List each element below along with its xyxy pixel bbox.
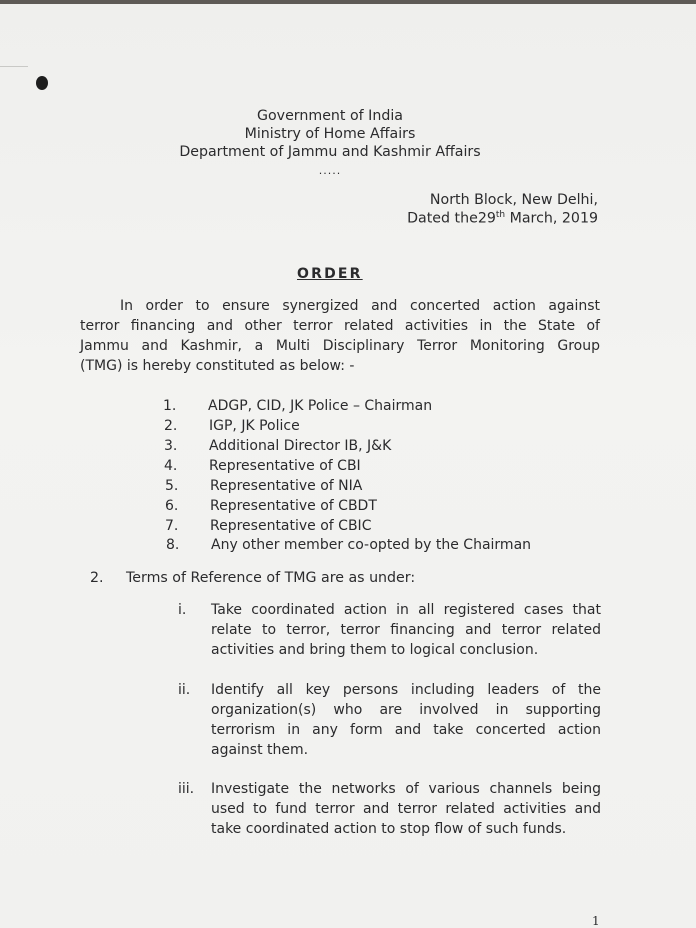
member-text: Any other member co-opted by the Chairman (211, 537, 532, 553)
term-line: used to fund terror and terror related activities and (211, 801, 601, 817)
header-government: Government of India (257, 108, 403, 124)
term-body (211, 600, 601, 660)
term-line: against them. (211, 742, 309, 758)
member-text: Representative of CBI (209, 458, 361, 474)
member-text: ADGP, CID, JK Police – Chairman (208, 398, 433, 414)
header-department: Department of Jammu and Kashmir Affairs (179, 144, 481, 160)
page-number: 1 (592, 914, 600, 928)
intro-line: (TMG) is hereby constituted as below: - (80, 358, 355, 374)
punch-hole (36, 76, 48, 90)
intro-line: Jammu and Kashmir, a Multi Disciplinary Terror Monitoring Group (80, 338, 600, 354)
member-text: Representative of NIA (210, 478, 363, 494)
member-text: Additional Director IB, J&K (209, 438, 392, 454)
term-body (211, 680, 601, 760)
member-number: 1. (163, 398, 177, 414)
section-number: 2. (90, 570, 104, 586)
term-item (178, 779, 608, 841)
member-number: 7. (165, 518, 179, 534)
term-line: Investigate the networks of various channels being (211, 781, 601, 797)
member-number: 5. (165, 478, 179, 494)
place-date (407, 210, 598, 227)
term-line: Identify all key persons including leaders of the (211, 682, 601, 698)
member-number: 6. (165, 498, 179, 514)
date-prefix: Dated the29 (407, 210, 496, 227)
intro-line: In order to ensure synergized and concerted action against (120, 298, 600, 314)
term-line: take coordinated action to stop flow of such funds. (211, 821, 567, 837)
member-text: Representative of CBDT (210, 498, 377, 514)
header-separator: ..... (318, 164, 342, 177)
intro-line: terror financing and other terror related activities in the State of (80, 318, 600, 334)
document-page (0, 4, 696, 928)
term-line: Take coordinated action in all registered cases that (211, 602, 601, 618)
member-number: 3. (164, 438, 178, 454)
term-body (211, 779, 601, 839)
section-text: Terms of Reference of TMG are as under: (126, 570, 416, 586)
date-superscript: th (495, 210, 506, 220)
term-line: relate to terror, terror financing and terror related (211, 622, 601, 638)
term-line: terrorism in any form and take concerted action (211, 722, 601, 738)
term-item (178, 600, 608, 662)
place-location: North Block, New Delhi, (429, 192, 598, 208)
member-number: 2. (164, 418, 178, 434)
term-numeral: ii. (178, 682, 191, 698)
order-title: ORDER (297, 266, 363, 282)
term-line: organization(s) who are involved in supporting (211, 702, 601, 718)
term-numeral: iii. (178, 781, 195, 797)
term-line: activities and bring them to logical conclusion. (211, 642, 539, 658)
member-text: Representative of CBIC (210, 518, 372, 534)
term-numeral: i. (178, 602, 187, 618)
member-number: 4. (164, 458, 178, 474)
member-text: IGP, JK Police (209, 418, 300, 434)
intro-paragraph (80, 296, 600, 376)
date-suffix: March, 2019 (505, 210, 598, 227)
term-item (178, 680, 608, 762)
header-ministry: Ministry of Home Affairs (244, 126, 416, 142)
paper-fold-mark (0, 66, 28, 67)
member-number: 8. (166, 537, 180, 553)
